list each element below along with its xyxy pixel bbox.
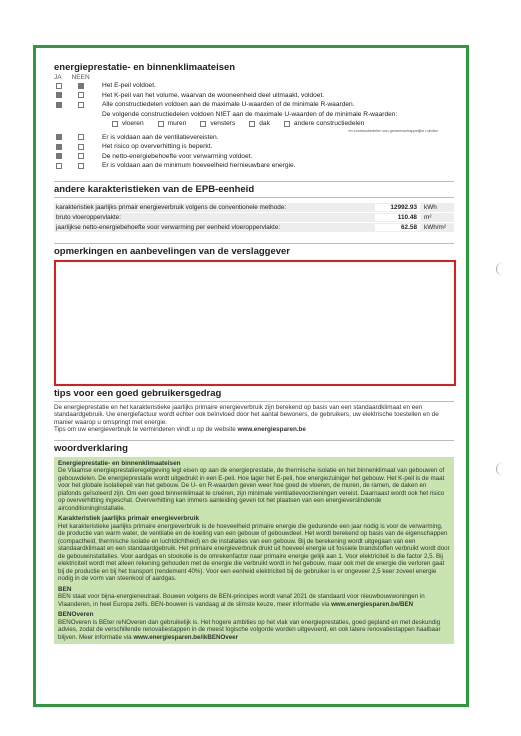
construction-options: [112, 119, 454, 129]
characteristic-unit: kWh/m²: [424, 223, 447, 231]
tips-link[interactable]: www.energiesparen.be: [237, 426, 306, 434]
characteristic-row: [54, 213, 454, 223]
ja-checkbox[interactable]: [56, 134, 62, 140]
glossary-heading: BENOveren: [58, 611, 94, 619]
option-checkbox[interactable]: [200, 121, 206, 127]
characteristic-value: 62.58: [375, 224, 420, 231]
characteristic-unit: m²: [424, 213, 432, 221]
requirement-row: [54, 161, 454, 171]
glossary-text: Het karakteristieke jaarlijks primaire energieverbruik is de hoeveelheid primaire energie die gedurende een jaar nodig is voor de verwarming, de productie van warm water, de ventilatie en de koeling van een gebouw of gebouwdeel. Het wordt berekend op basis van de eigenschappen (compactheid, thermische isolatie en luchtdichtheid) en de installaties van een gebouw. Bij de berekening wordt uitgegaan van een standaardklimaat en een standaardgebruik. Het primaire energieverbruik drukt uit hoeveel energie uit fossiele brandstoffen verbruikt wordt door de gebouwinstallaties. Voor aardgas en stookolie is de omrekenfactor naar primaire energie gelijk aan 1. Voor elektriciteit is die factor 2,5. Bij elektriciteit wordt met alleen rekening gehouden met de energie die verbruikt wordt in het gebouw, maar ook met de energie die verloren gaat bij de productie en bij het transport (rendement 40%). Voor een eenheid elektriciteit bij de gebruiker is er ongeveer 2,5 keer zoveel energie nodig in de vorm van steenkool of aardgas.: [58, 522, 450, 583]
glossary-paragraph: [58, 593, 450, 608]
ja-checkbox[interactable]: [56, 92, 62, 98]
ja-checkbox[interactable]: [56, 83, 62, 89]
option-muren[interactable]: [158, 119, 187, 129]
section-title-glossary: woordverklaring: [54, 442, 128, 454]
ja-checkbox[interactable]: [56, 163, 62, 169]
glossary-heading: Energieprestatie- en binnenklimaateisen: [58, 459, 181, 467]
requirement-row: [54, 81, 454, 91]
characteristics-table: [54, 203, 454, 233]
characteristic-row: [54, 223, 454, 233]
section-title-remarks: opmerkingen en aanbevelingen van de verslaggever: [54, 245, 291, 257]
ja-checkbox[interactable]: [56, 153, 62, 159]
not-met-text: De volgende constructiedelen voldoen NIET aan de maximale U-waarden of de minimale R-waarden:: [102, 110, 398, 118]
punch-hole: [496, 262, 511, 276]
option-label: andere constructiedelen: [293, 120, 365, 127]
requirement-row: [54, 152, 454, 162]
neen-checkbox[interactable]: [78, 163, 84, 169]
requirement-text: De netto-energiebehoefte voor verwarming voldoet.: [102, 152, 253, 160]
glossary-heading: Karakteristiek jaarlijks primair energieverbruik: [58, 515, 200, 523]
characteristic-row: [54, 203, 454, 213]
tips-body: De energieprestatie en het karakteristieke jaarlijks primaire energieverbruik zijn berekend op basis van een standaardklimaat en een standaardgebruik. Uw energiefactuur wordt echter ook beïnvloed door het aantal bewoners, de gebruikers, uw elektrische toestellen en de manier waarop u omspringt met energie.: [54, 403, 439, 426]
section-title-characteristics: andere karakteristieken van de EPB-eenheid: [54, 183, 255, 195]
glossary-text: BEN staat voor bijna-energieneutraal. Bouwen volgens de BEN-principes wordt vanaf 2021 de standaard voor nieuwbouwwoningen in Vlaanderen, in heel Europa zelfs. BEN-bouwen is vandaag al de slimste keuze, meer informatie via: [58, 593, 425, 608]
characteristic-label: jaarlijkse netto-energiebehoefte voor verwarming per eenheid vloeroppervlakte:: [56, 223, 281, 231]
option-checkbox[interactable]: [284, 121, 290, 127]
options-note: en constructiedelen van gemeenschappelijke ruimten: [348, 128, 438, 133]
neen-checkbox[interactable]: [78, 102, 84, 108]
col-ja-label: JA: [54, 74, 62, 81]
divider: [54, 243, 454, 244]
characteristic-unit: kWh: [424, 203, 437, 211]
glossary-text: De Vlaamse energieprestatieregelgeving legt eisen op aan de energieprestatie, de thermische isolatie en het binnenklimaat van gebouwen of gebouwdelen. De energieprestatie wordt uitgedrukt in een E-peil. Hoe lager het E-peil, hoe energiezuiniger het gebouw. Het K-peil is de maat voor het globale isolatiepeil van het gebouw. De U- en R-waarden geven weer hoe goed de vloeren, de muren, de ramen, de daken en plafonds geïsoleerd zijn. Om een goed binnenklimaat te creëren, zijn minimale ventilatievoorzieningen vereist. Daarnaast wordt ook het risico op oververhitting ingeschat. Oververhitting kan immers aanleiding geven tot het plaatsen van een energieverslindende airconditioninginstallatie.: [58, 467, 445, 512]
option-checkbox[interactable]: [158, 121, 164, 127]
option-checkbox[interactable]: [112, 121, 118, 127]
glossary-heading: BEN: [58, 585, 72, 593]
col-neen-label: NEEN: [71, 74, 90, 81]
requirement-text: Het risico op oververhitting is beperkt.: [102, 143, 213, 150]
requirement-row: [54, 133, 454, 143]
section-title-requirements: energieprestatie- en binnenklimaateisen: [54, 62, 236, 73]
requirement-text: Er is voldaan aan de minimum hoeveelheid hernieuwbare energie.: [102, 162, 296, 169]
divider: [54, 401, 454, 402]
option-label: vensters: [210, 120, 236, 127]
remarks-box[interactable]: [54, 260, 456, 386]
neen-checkbox[interactable]: [78, 92, 84, 98]
requirement-row: [54, 100, 454, 110]
tips-prefix: Tips om uw energieverbruik te verminderen vindt u op de website: [54, 426, 236, 434]
glossary-box: [54, 457, 454, 645]
not-met-row: [54, 110, 454, 120]
requirement-text: Het K-peil van het volume, waarvan de wooneenheid deel uitmaakt, voldoet.: [102, 91, 325, 99]
ja-checkbox[interactable]: [56, 102, 62, 108]
neen-checkbox[interactable]: [78, 134, 84, 140]
glossary-link[interactable]: www.energiesparen.be/BEN: [331, 600, 414, 608]
requirement-row: [54, 142, 454, 152]
glossary-link[interactable]: www.energiesparen.be/ikBENOveer: [133, 633, 238, 641]
divider: [54, 181, 454, 182]
certificate-content: [54, 62, 454, 644]
glossary-text: BENOveren is BEter reNOveren dan gebruikelijk is. Het hogere ambities op het vlak van energieprestaties, goed gepland en met deskundig advies, zodat de verschillende renovatiestappen in de meest logische volgorde worden uitgevoerd, en ook latere renovatiestappen haalbaar blijven. Meer informatie via: [58, 618, 441, 641]
characteristic-value: 110.48: [375, 214, 420, 221]
option-andere[interactable]: [284, 119, 364, 129]
option-checkbox[interactable]: [249, 121, 255, 127]
neen-checkbox[interactable]: [78, 83, 84, 89]
option-label: dak: [259, 120, 270, 127]
option-dak[interactable]: [249, 119, 270, 129]
requirement-text: Er is voldaan aan de ventilatievereisten.: [102, 133, 219, 141]
requirement-text: Het E-peil voldoet.: [102, 82, 156, 89]
characteristic-value: 12992.93: [375, 204, 420, 211]
divider: [54, 197, 454, 198]
divider: [54, 440, 454, 441]
neen-checkbox[interactable]: [78, 153, 84, 159]
certificate-frame: [33, 45, 469, 707]
checkbox-header: [54, 74, 454, 81]
ja-checkbox[interactable]: [56, 144, 62, 150]
neen-checkbox[interactable]: [78, 144, 84, 150]
requirement-row: [54, 91, 454, 101]
requirement-text: Alle constructiedelen voldoen aan de maximale U-waarden of de minimale R-waarden.: [102, 101, 355, 108]
option-label: muren: [167, 120, 187, 127]
option-vloeren[interactable]: [112, 119, 144, 129]
option-label: vloeren: [122, 120, 144, 127]
section-title-tips: tips voor een goed gebruikersgedrag: [54, 387, 222, 399]
option-vensters[interactable]: [200, 119, 235, 129]
characteristic-label: karakteristiek jaarlijks primair energieverbruik volgens de conventionele methode:: [56, 203, 287, 211]
requirements-list: [54, 81, 454, 171]
glossary-paragraph: [58, 619, 450, 642]
punch-hole: [496, 462, 511, 476]
characteristic-label: bruto vloeroppervlakte:: [56, 213, 122, 221]
tips-text: [54, 404, 454, 434]
